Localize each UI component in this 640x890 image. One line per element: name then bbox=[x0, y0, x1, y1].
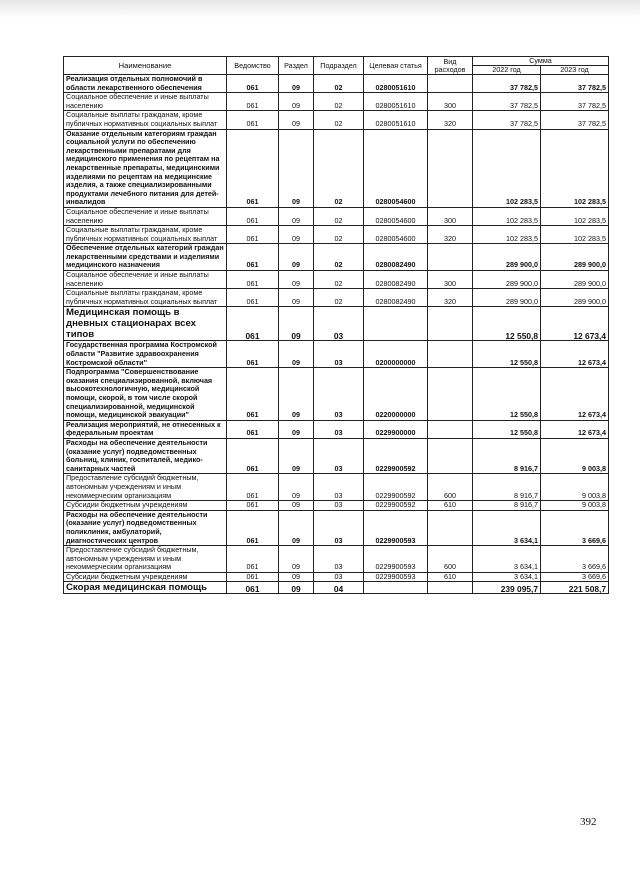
cell-sub: 02 bbox=[314, 226, 364, 244]
cell-target: 0280051610 bbox=[364, 93, 428, 111]
cell-sub: 02 bbox=[314, 207, 364, 225]
cell-v2023: 3 669,6 bbox=[541, 510, 609, 545]
cell-type bbox=[428, 438, 473, 473]
cell-v2022: 239 095,7 bbox=[473, 582, 541, 594]
cell-sec: 09 bbox=[279, 368, 314, 421]
cell-v2023: 102 283,5 bbox=[541, 207, 609, 225]
cell-type bbox=[428, 341, 473, 368]
cell-sub: 02 bbox=[314, 93, 364, 111]
cell-name: Государственная программа Костромской области "Развитие здравоохранения Костромской области" bbox=[64, 341, 227, 368]
table-row bbox=[64, 420, 609, 438]
cell-type bbox=[428, 510, 473, 545]
table-row bbox=[64, 307, 609, 341]
cell-dept: 061 bbox=[227, 572, 279, 582]
scan-edge-shading bbox=[0, 0, 640, 18]
cell-name: Предоставление субсидий бюджетным, автономным учреждениям и иным некоммерческим организациям bbox=[64, 474, 227, 501]
cell-sub: 02 bbox=[314, 289, 364, 307]
table-row bbox=[64, 501, 609, 511]
cell-dept: 061 bbox=[227, 129, 279, 207]
header-2023: 2023 год bbox=[541, 66, 609, 75]
cell-v2023: 37 782,5 bbox=[541, 111, 609, 129]
cell-sub: 03 bbox=[314, 501, 364, 511]
cell-name: Социальное обеспечение и иные выплаты населению bbox=[64, 207, 227, 225]
cell-type: 320 bbox=[428, 289, 473, 307]
cell-target: 0280054600 bbox=[364, 226, 428, 244]
table-row bbox=[64, 244, 609, 271]
cell-target: 0229900592 bbox=[364, 438, 428, 473]
cell-target: 0280054600 bbox=[364, 129, 428, 207]
cell-v2023: 37 782,5 bbox=[541, 75, 609, 93]
cell-v2022: 12 550,8 bbox=[473, 307, 541, 341]
header-type: Вид расходов bbox=[428, 57, 473, 75]
cell-target: 0229900593 bbox=[364, 572, 428, 582]
cell-v2023: 12 673,4 bbox=[541, 420, 609, 438]
cell-target: 0229900593 bbox=[364, 510, 428, 545]
cell-sec: 09 bbox=[279, 226, 314, 244]
table-body bbox=[64, 75, 609, 594]
cell-v2023: 37 782,5 bbox=[541, 93, 609, 111]
cell-v2023: 102 283,5 bbox=[541, 226, 609, 244]
cell-sub: 02 bbox=[314, 75, 364, 93]
cell-v2022: 8 916,7 bbox=[473, 501, 541, 511]
cell-target: 0220000000 bbox=[364, 368, 428, 421]
cell-sec: 09 bbox=[279, 341, 314, 368]
cell-type bbox=[428, 368, 473, 421]
header-name: Наименование bbox=[64, 57, 227, 75]
cell-sub: 03 bbox=[314, 341, 364, 368]
cell-dept: 061 bbox=[227, 368, 279, 421]
cell-v2022: 8 916,7 bbox=[473, 438, 541, 473]
cell-sub: 02 bbox=[314, 244, 364, 271]
cell-sec: 09 bbox=[279, 501, 314, 511]
table-row bbox=[64, 289, 609, 307]
cell-sec: 09 bbox=[279, 546, 314, 573]
cell-name: Социальные выплаты гражданам, кроме публичных нормативных социальных выплат bbox=[64, 111, 227, 129]
cell-target: 0229900592 bbox=[364, 501, 428, 511]
cell-v2023: 12 673,4 bbox=[541, 341, 609, 368]
table-row bbox=[64, 582, 609, 594]
header-sum: Сумма bbox=[473, 57, 609, 66]
cell-name: Расходы на обеспечение деятельности (оказание услуг) подведомственных больниц, клиник, госпиталей, медико-санитарных частей bbox=[64, 438, 227, 473]
table-row bbox=[64, 129, 609, 207]
cell-sec: 09 bbox=[279, 572, 314, 582]
table-row bbox=[64, 75, 609, 93]
cell-type: 610 bbox=[428, 572, 473, 582]
cell-sub: 03 bbox=[314, 368, 364, 421]
table-row bbox=[64, 226, 609, 244]
cell-type bbox=[428, 582, 473, 594]
header-section: Раздел bbox=[279, 57, 314, 75]
cell-type bbox=[428, 244, 473, 271]
cell-v2022: 102 283,5 bbox=[473, 207, 541, 225]
cell-type: 320 bbox=[428, 111, 473, 129]
table-row bbox=[64, 572, 609, 582]
cell-sec: 09 bbox=[279, 307, 314, 341]
cell-v2023: 102 283,5 bbox=[541, 129, 609, 207]
cell-v2022: 37 782,5 bbox=[473, 111, 541, 129]
cell-name: Социальное обеспечение и иные выплаты населению bbox=[64, 271, 227, 289]
cell-dept: 061 bbox=[227, 207, 279, 225]
cell-name: Подпрограмма "Совершенствование оказания специализированной, включая высокотехнологичную, медицинской помощи, скорой, в том числе скорой специализированной, медицинской помощи, медицинской эвакуации" bbox=[64, 368, 227, 421]
cell-v2022: 3 634,1 bbox=[473, 510, 541, 545]
cell-v2022: 289 900,0 bbox=[473, 289, 541, 307]
cell-name: Оказание отдельным категориям граждан социальной услуги по обеспечению лекарственными препаратами для медицинского применения по рецептам на лекарственные препараты, медицинскими изделиями по рецептам на медицинские изделия, а также специализированными продуктами лечебного питания для детей-инвалидов bbox=[64, 129, 227, 207]
cell-sec: 09 bbox=[279, 474, 314, 501]
cell-name: Реализация мероприятий, не отнесенных к федеральным проектам bbox=[64, 420, 227, 438]
cell-sec: 09 bbox=[279, 75, 314, 93]
cell-sec: 09 bbox=[279, 129, 314, 207]
cell-dept: 061 bbox=[227, 307, 279, 341]
cell-target: 0280082490 bbox=[364, 271, 428, 289]
header-subsection: Подраздел bbox=[314, 57, 364, 75]
cell-sub: 02 bbox=[314, 111, 364, 129]
table-row bbox=[64, 368, 609, 421]
table-row bbox=[64, 271, 609, 289]
cell-sub: 03 bbox=[314, 420, 364, 438]
cell-name: Расходы на обеспечение деятельности (оказание услуг) подведомственных поликлиник, амбулаторий, диагностических центров bbox=[64, 510, 227, 545]
cell-name: Обеспечение отдельных категорий граждан лекарственными средствами и изделиями медицинского назначения bbox=[64, 244, 227, 271]
cell-dept: 061 bbox=[227, 75, 279, 93]
cell-name: Предоставление субсидий бюджетным, автономным учреждениям и иным некоммерческим организациям bbox=[64, 546, 227, 573]
cell-v2022: 102 283,5 bbox=[473, 129, 541, 207]
cell-target: 0280082490 bbox=[364, 244, 428, 271]
header-dept: Ведомство bbox=[227, 57, 279, 75]
cell-dept: 061 bbox=[227, 438, 279, 473]
cell-dept: 061 bbox=[227, 111, 279, 129]
cell-type: 610 bbox=[428, 501, 473, 511]
cell-target: 0229900593 bbox=[364, 546, 428, 573]
cell-v2022: 289 900,0 bbox=[473, 271, 541, 289]
header-target: Целевая статья bbox=[364, 57, 428, 75]
cell-dept: 061 bbox=[227, 271, 279, 289]
cell-v2023: 3 669,6 bbox=[541, 546, 609, 573]
cell-v2022: 12 550,8 bbox=[473, 368, 541, 421]
cell-type bbox=[428, 75, 473, 93]
cell-name: Реализация отдельных полномочий в области лекарственного обеспечения bbox=[64, 75, 227, 93]
cell-type: 600 bbox=[428, 546, 473, 573]
cell-v2023: 289 900,0 bbox=[541, 244, 609, 271]
budget-table bbox=[63, 56, 609, 594]
cell-target bbox=[364, 307, 428, 341]
cell-sec: 09 bbox=[279, 438, 314, 473]
cell-name: Субсидии бюджетным учреждениям bbox=[64, 501, 227, 511]
cell-sub: 02 bbox=[314, 129, 364, 207]
cell-target: 0229900592 bbox=[364, 474, 428, 501]
cell-dept: 061 bbox=[227, 474, 279, 501]
table-row bbox=[64, 438, 609, 473]
cell-type bbox=[428, 307, 473, 341]
cell-sub: 03 bbox=[314, 474, 364, 501]
cell-sec: 09 bbox=[279, 244, 314, 271]
cell-dept: 061 bbox=[227, 546, 279, 573]
cell-dept: 061 bbox=[227, 582, 279, 594]
cell-name: Социальные выплаты гражданам, кроме публичных нормативных социальных выплат bbox=[64, 289, 227, 307]
cell-sec: 09 bbox=[279, 582, 314, 594]
cell-sec: 09 bbox=[279, 93, 314, 111]
cell-dept: 061 bbox=[227, 341, 279, 368]
cell-v2023: 9 003,8 bbox=[541, 474, 609, 501]
cell-dept: 061 bbox=[227, 226, 279, 244]
cell-v2022: 3 634,1 bbox=[473, 572, 541, 582]
cell-v2022: 102 283,5 bbox=[473, 226, 541, 244]
cell-v2023: 289 900,0 bbox=[541, 271, 609, 289]
table-row bbox=[64, 341, 609, 368]
cell-sub: 03 bbox=[314, 307, 364, 341]
cell-name: Социальные выплаты гражданам, кроме публичных нормативных социальных выплат bbox=[64, 226, 227, 244]
cell-sub: 03 bbox=[314, 438, 364, 473]
cell-sub: 03 bbox=[314, 572, 364, 582]
cell-v2022: 3 634,1 bbox=[473, 546, 541, 573]
cell-sec: 09 bbox=[279, 289, 314, 307]
cell-type: 300 bbox=[428, 93, 473, 111]
cell-sub: 02 bbox=[314, 271, 364, 289]
header-2022: 2022 год bbox=[473, 66, 541, 75]
cell-sec: 09 bbox=[279, 271, 314, 289]
cell-target: 0280082490 bbox=[364, 289, 428, 307]
cell-name: Скорая медицинская помощь bbox=[64, 582, 227, 594]
cell-target bbox=[364, 582, 428, 594]
table-row bbox=[64, 111, 609, 129]
cell-sec: 09 bbox=[279, 420, 314, 438]
cell-type: 300 bbox=[428, 271, 473, 289]
cell-dept: 061 bbox=[227, 289, 279, 307]
cell-v2023: 3 669,6 bbox=[541, 572, 609, 582]
table-row bbox=[64, 510, 609, 545]
cell-target: 0280054600 bbox=[364, 207, 428, 225]
cell-target: 0229900000 bbox=[364, 420, 428, 438]
cell-v2022: 37 782,5 bbox=[473, 93, 541, 111]
cell-v2022: 12 550,8 bbox=[473, 341, 541, 368]
cell-v2023: 9 003,8 bbox=[541, 438, 609, 473]
cell-name: Социальное обеспечение и иные выплаты населению bbox=[64, 93, 227, 111]
cell-dept: 061 bbox=[227, 420, 279, 438]
cell-target: 0200000000 bbox=[364, 341, 428, 368]
cell-type: 600 bbox=[428, 474, 473, 501]
table-row bbox=[64, 207, 609, 225]
cell-name: Медицинская помощь в дневных стационарах всех типов bbox=[64, 307, 227, 341]
table-row bbox=[64, 93, 609, 111]
cell-v2022: 8 916,7 bbox=[473, 474, 541, 501]
cell-sec: 09 bbox=[279, 510, 314, 545]
cell-dept: 061 bbox=[227, 501, 279, 511]
cell-v2023: 289 900,0 bbox=[541, 289, 609, 307]
cell-sub: 04 bbox=[314, 582, 364, 594]
cell-type bbox=[428, 129, 473, 207]
cell-name: Субсидии бюджетным учреждениям bbox=[64, 572, 227, 582]
cell-sec: 09 bbox=[279, 207, 314, 225]
cell-dept: 061 bbox=[227, 510, 279, 545]
cell-v2022: 289 900,0 bbox=[473, 244, 541, 271]
cell-sub: 03 bbox=[314, 546, 364, 573]
table-row bbox=[64, 474, 609, 501]
cell-type: 300 bbox=[428, 207, 473, 225]
cell-target: 0280051610 bbox=[364, 75, 428, 93]
cell-dept: 061 bbox=[227, 93, 279, 111]
cell-v2023: 12 673,4 bbox=[541, 368, 609, 421]
cell-v2022: 12 550,8 bbox=[473, 420, 541, 438]
cell-target: 0280051610 bbox=[364, 111, 428, 129]
cell-v2022: 37 782,5 bbox=[473, 75, 541, 93]
cell-v2023: 9 003,8 bbox=[541, 501, 609, 511]
cell-type bbox=[428, 420, 473, 438]
table-row bbox=[64, 546, 609, 573]
cell-v2023: 12 673,4 bbox=[541, 307, 609, 341]
cell-sub: 03 bbox=[314, 510, 364, 545]
cell-type: 320 bbox=[428, 226, 473, 244]
cell-dept: 061 bbox=[227, 244, 279, 271]
cell-sec: 09 bbox=[279, 111, 314, 129]
page-number: 392 bbox=[580, 816, 597, 828]
cell-v2023: 221 508,7 bbox=[541, 582, 609, 594]
